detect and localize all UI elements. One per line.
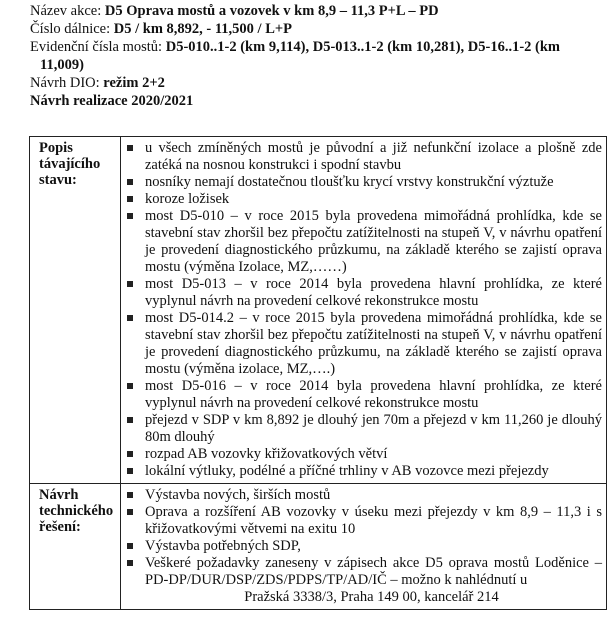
- bullet-icon: [127, 509, 133, 515]
- bullet-icon: [127, 451, 133, 457]
- project-name-label: Název akce:: [30, 3, 105, 19]
- office-address: Pražská 3338/3, Praha 149 00, kancelář 214: [244, 589, 499, 605]
- bullet-icon: [127, 468, 133, 474]
- bridge-ids-value: D5-010..1-2 (km 9,114), D5-013..1-2 (km 10,281), D5-16..1-2 (km: [165, 39, 561, 55]
- list-item-text: Výstavba potřebných SDP,: [145, 538, 301, 554]
- list-item-text: most D5-010 – v roce 2015 byla provedena mimořádná prohlídka, kde se stavební stav zhoršil bez přepočtu zatížitelnosti na stupeň V, v návrhu opatření je provedení diagnostického průzkumu, na základě kterého se zajistí oprava mostu (výměna Izolace, MZ,……): [145, 208, 602, 275]
- bullet-icon: [127, 213, 133, 219]
- list-item-text: lokální výtluky, podélné a příčné trhliny v AB vozovce mezi přejezdy: [145, 463, 549, 479]
- list-item-text: u všech zmíněných mostů je původní a již nefunkční izolace a plošně zde zatéká na nosnou konstrukci i spodní stavbu: [145, 140, 602, 173]
- list-item-text: most D5-013 – v roce 2014 byla provedena hlavní prohlídka, ze které vyplynul návrh na provedení celkové rekonstrukce mostu: [145, 276, 602, 309]
- highway-number-line: [30, 20, 610, 38]
- list-item: [121, 310, 602, 378]
- dio-value: režim 2+2: [103, 75, 165, 91]
- list-item: [121, 538, 602, 555]
- description-table: [29, 136, 607, 610]
- existing-state-list: [121, 140, 602, 480]
- list-item-text: Výstavba nových, širších mostů: [145, 487, 331, 503]
- bullet-icon: [127, 543, 133, 549]
- bullet-icon: [127, 281, 133, 287]
- list-item: [121, 174, 602, 191]
- list-item: [121, 487, 602, 504]
- bullet-icon: [127, 145, 133, 151]
- label-line: Návrh: [39, 487, 79, 503]
- bullet-icon: [127, 196, 133, 202]
- list-item-text: most D5-014.2 – v roce 2015 byla provedena mimořádná prohlídka, kde se stavební stav zhoršil bez přepočtu zatížitelnosti na stupeň V, v návrhu opatření je provedení diagnostického průzkumu, na základě kterého se zajistí oprava mostu (výměna izolace, MZ,….): [145, 310, 602, 377]
- bridge-ids-line: [30, 38, 610, 56]
- list-item: [121, 140, 602, 174]
- bridge-ids-continuation: 11,009): [40, 57, 84, 73]
- list-item: [121, 504, 602, 538]
- existing-state-row: [30, 137, 607, 484]
- list-item: [121, 412, 602, 446]
- bullet-icon: [127, 492, 133, 498]
- label-line: technického: [39, 503, 114, 519]
- bullet-icon: [127, 417, 133, 423]
- technical-solution-label: [30, 484, 121, 610]
- project-name-value: D5 Oprava mostů a vozovek v km 8,9 – 11,3 P+L – PD: [104, 3, 439, 19]
- document-header: [30, 2, 610, 110]
- bullet-icon: [127, 560, 133, 566]
- technical-solution-content: [121, 484, 607, 610]
- list-item: [121, 191, 602, 208]
- existing-state-content: [121, 137, 607, 484]
- bullet-icon: [127, 179, 133, 185]
- list-item-text: most D5-016 – v roce 2014 byla provedena hlavní prohlídka, ze které vyplynul návrh na provedení celkové rekonstrukce mostu: [145, 378, 602, 411]
- list-item-text: Veškeré požadavky zaneseny v zápisech akce D5 oprava mostů Loděnice – PD-DP/DUR/DSP/ZDS/PDPS/TP/AD/IČ – možno k nahlédnutí u: [145, 555, 602, 588]
- bullet-icon: [127, 315, 133, 321]
- list-item: [121, 208, 602, 276]
- list-item: [121, 446, 602, 463]
- label-line: stavu:: [39, 172, 77, 188]
- highway-number-value: D5 / km 8,892, - 11,500 / L+P: [113, 21, 293, 37]
- list-item-text: nosníky nemají dostatečnou tloušťku krycí vrstvy konstrukční výztuže: [145, 174, 554, 190]
- bullet-icon: [127, 383, 133, 389]
- list-item-text: přejezd v SDP v km 8,892 je dlouhý jen 70m a přejezd v km 11,260 je dlouhý 80m dlouhý: [145, 412, 602, 445]
- list-item-text: koroze ložisek: [145, 191, 230, 207]
- realization-line: Návrh realizace 2020/2021: [30, 93, 194, 109]
- label-line: Popis: [39, 140, 73, 156]
- technical-solution-list: [121, 487, 602, 589]
- list-item-text: Oprava a rozšíření AB vozovky v úseku mezi přejezdy v km 8,9 – 11,3 i s křižovatkovými větvemi na exitu 10: [145, 504, 602, 537]
- existing-state-label: [30, 137, 121, 484]
- dio-line: [30, 74, 610, 92]
- list-item: [121, 555, 602, 589]
- list-item: [121, 463, 602, 480]
- project-name-line: [30, 2, 610, 20]
- list-item: [121, 378, 602, 412]
- list-item: [121, 276, 602, 310]
- list-item-text: rozpad AB vozovky křižovatkových větví: [145, 446, 388, 462]
- highway-number-label: Číslo dálnice:: [30, 21, 114, 37]
- technical-solution-row: [30, 484, 607, 610]
- label-line: távajícího: [39, 156, 101, 172]
- label-line: řešení:: [39, 519, 81, 535]
- bridge-ids-label: Evidenční čísla mostů:: [30, 39, 166, 55]
- dio-label: Návrh DIO:: [30, 75, 104, 91]
